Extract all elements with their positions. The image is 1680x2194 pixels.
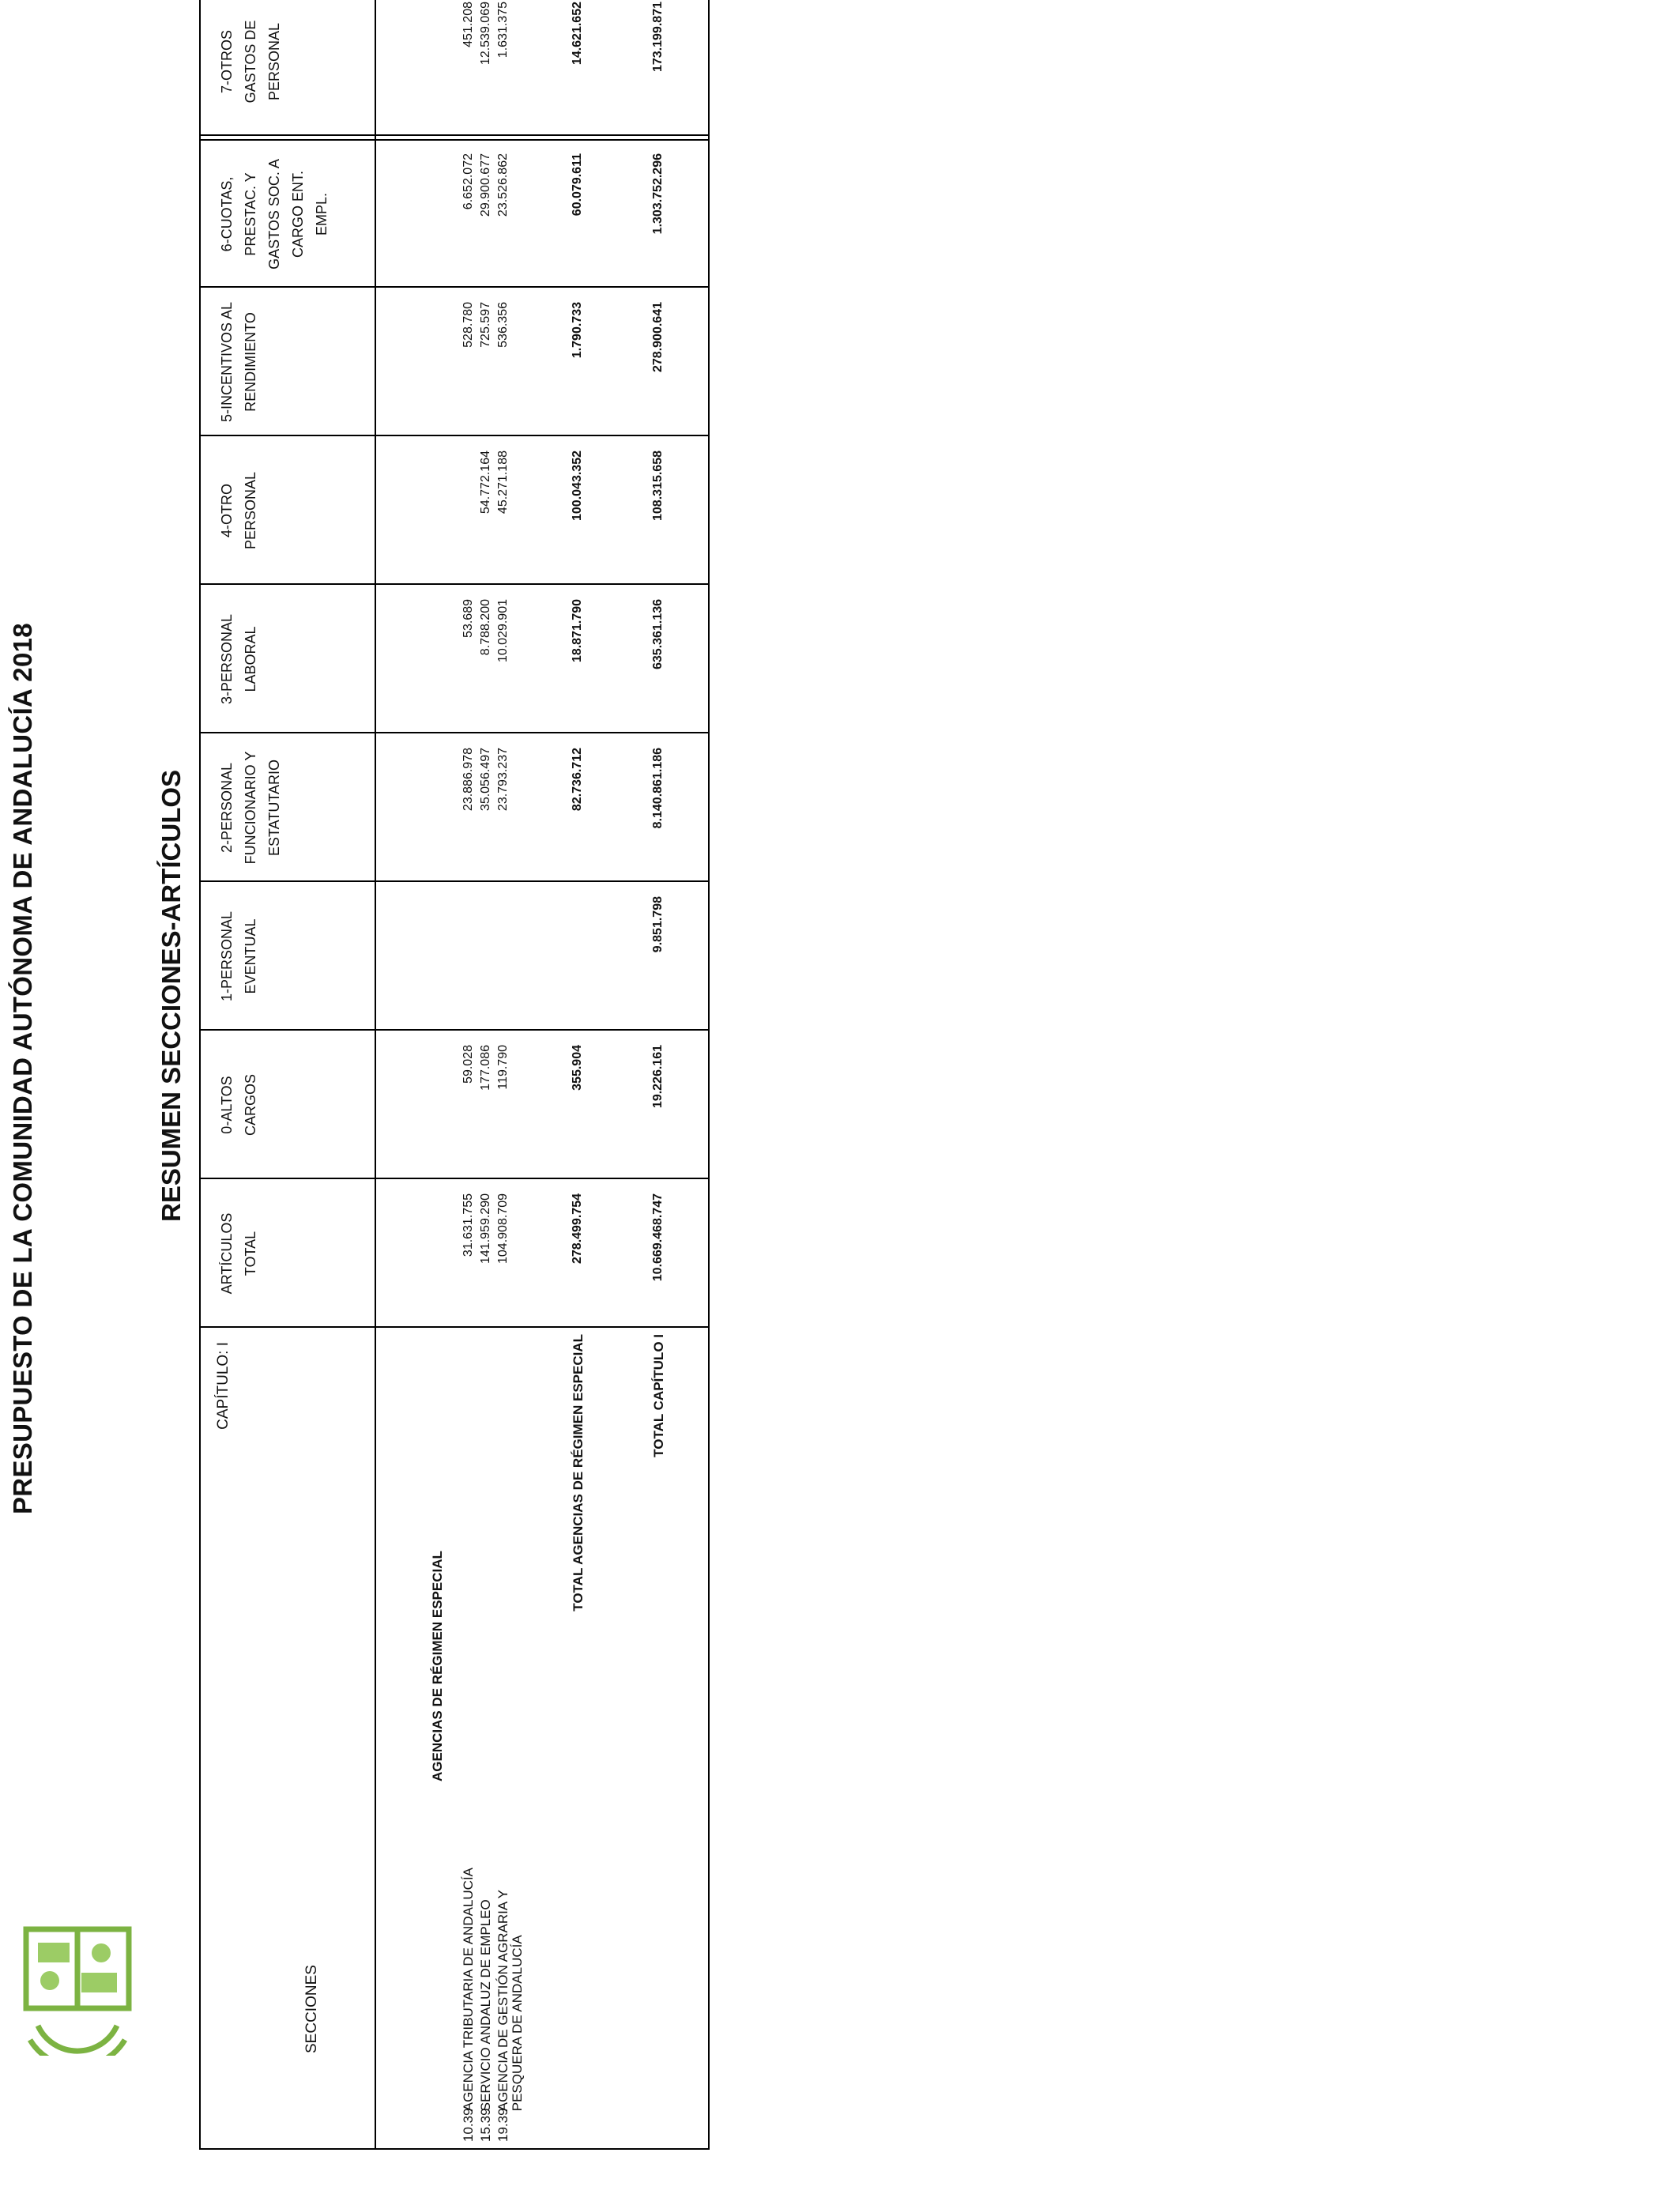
table-cell-value: 635.361.136 bbox=[651, 599, 665, 669]
secciones-header: SECCIONES bbox=[303, 1965, 320, 2053]
capitulo-header: CAPÍTULO: I bbox=[215, 1342, 232, 1430]
table-cell-value: 100.043.352 bbox=[571, 450, 584, 521]
table-cell-value: 141.959.290 bbox=[479, 1193, 492, 1264]
table-cell-value: 82.736.712 bbox=[571, 748, 584, 812]
table-cell-value: 6.652.072 bbox=[461, 153, 475, 210]
table-cell-value: 8.140.861.186 bbox=[651, 748, 665, 829]
table-cell-value: 59.028 bbox=[461, 1045, 475, 1084]
table-cell-value: 19.226.161 bbox=[651, 1045, 665, 1109]
table-cell-value: 278.900.641 bbox=[651, 302, 665, 372]
table-cell-value: 53.689 bbox=[461, 599, 475, 638]
table-cell-value: 18.871.790 bbox=[571, 599, 584, 663]
table-cell-value: 1.631.375 bbox=[496, 2, 510, 58]
table-cell-value: 9.851.798 bbox=[651, 896, 665, 953]
table-cell-value: 104.908.709 bbox=[496, 1193, 510, 1264]
table-cell-value: 1.303.752.296 bbox=[651, 153, 665, 235]
column-header: ARTÍCULOS TOTAL bbox=[219, 1212, 258, 1295]
table-cell-value: 725.597 bbox=[479, 302, 492, 348]
column-divider bbox=[201, 1178, 708, 1179]
table-cell-value: 60.079.611 bbox=[571, 153, 584, 217]
table-cell-value: 54.772.164 bbox=[479, 450, 492, 515]
junta-andalucia-logo-icon bbox=[6, 1913, 149, 2056]
column-header: 6-CUOTAS, PRESTAC. Y GASTOS SOC. A CARGO ENT. EMPL. bbox=[219, 159, 330, 270]
table-cell-value: 451.208 bbox=[461, 2, 475, 47]
column-divider bbox=[201, 1029, 708, 1031]
table-cell-value: 177.086 bbox=[479, 1045, 492, 1091]
table-cell-value: 29.900.677 bbox=[479, 153, 492, 217]
header-divider bbox=[375, 0, 376, 2148]
table-cell-value: 1.790.733 bbox=[571, 302, 584, 359]
table-cell-value: 23.793.237 bbox=[496, 748, 510, 812]
column-divider bbox=[201, 583, 708, 585]
group-title: AGENCIAS DE RÉGIMEN ESPECIAL bbox=[430, 1551, 445, 1781]
column-divider bbox=[201, 435, 708, 436]
table-cell-value: 23.526.862 bbox=[496, 153, 510, 217]
column-header: 0-ALTOS CARGOS bbox=[219, 1074, 258, 1137]
table-row-label: 15.39 SERVICIO ANDALUZ DE EMPLEO bbox=[478, 1899, 493, 2142]
column-divider bbox=[201, 1326, 708, 1328]
table-cell-value: 10.029.901 bbox=[496, 599, 510, 663]
column-header: 3-PERSONAL LABORAL bbox=[219, 613, 258, 705]
table-cell-value: 278.499.754 bbox=[571, 1193, 584, 1264]
table-cell-value: 119.790 bbox=[496, 1045, 510, 1090]
table-cell-value: 8.788.200 bbox=[479, 599, 492, 656]
table-cell-value: 31.631.755 bbox=[461, 1193, 475, 1257]
table-cell-value: 173.199.871 bbox=[651, 2, 665, 72]
summary-table bbox=[199, 0, 710, 2150]
table-cell-value: 45.271.188 bbox=[496, 450, 510, 515]
table-cell-value: 14.621.652 bbox=[571, 2, 584, 66]
table-cell-value: 10.669.468.747 bbox=[651, 1193, 665, 1282]
column-header: 2-PERSONAL FUNCIONARIO Y ESTATUTARIO bbox=[219, 751, 282, 865]
table-cell-value: 35.056.497 bbox=[479, 748, 492, 812]
table-cell-value: 108.315.658 bbox=[651, 450, 665, 521]
table-row-label: 10.39 AGENCIA TRIBUTARIA DE ANDALUCÍA bbox=[461, 1867, 476, 2142]
table-cell-value: 23.886.978 bbox=[461, 748, 475, 812]
table-cell-value: 536.356 bbox=[496, 302, 510, 348]
table-cell-value: 12.539.069 bbox=[479, 2, 492, 66]
table-cell-value: 528.780 bbox=[461, 302, 475, 348]
column-header: 5-INCENTIVOS AL RENDIMIENTO bbox=[219, 301, 258, 423]
column-header: 1-PERSONAL EVENTUAL bbox=[219, 910, 258, 1002]
page-title: PRESUPUESTO DE LA COMUNIDAD AUTÓNOMA DE ANDALUCÍA 2018 bbox=[8, 623, 37, 1514]
column-header: 7-OTROS GASTOS DE PERSONAL bbox=[219, 20, 282, 104]
column-header: 4-OTRO PERSONAL bbox=[219, 471, 258, 550]
subtotal-label: TOTAL AGENCIAS DE RÉGIMEN ESPECIAL bbox=[571, 1334, 586, 1612]
page-subtitle: RESUMEN SECCIONES-ARTÍCULOS bbox=[156, 769, 186, 1222]
table-row-label: 19.39 AGENCIA DE GESTIÓN AGRARIA Y PESQUERA DE ANDALUCÍA bbox=[495, 1890, 525, 2142]
total-label: TOTAL CAPÍTULO I bbox=[651, 1334, 666, 1457]
table-cell-value: 355.904 bbox=[571, 1045, 584, 1091]
